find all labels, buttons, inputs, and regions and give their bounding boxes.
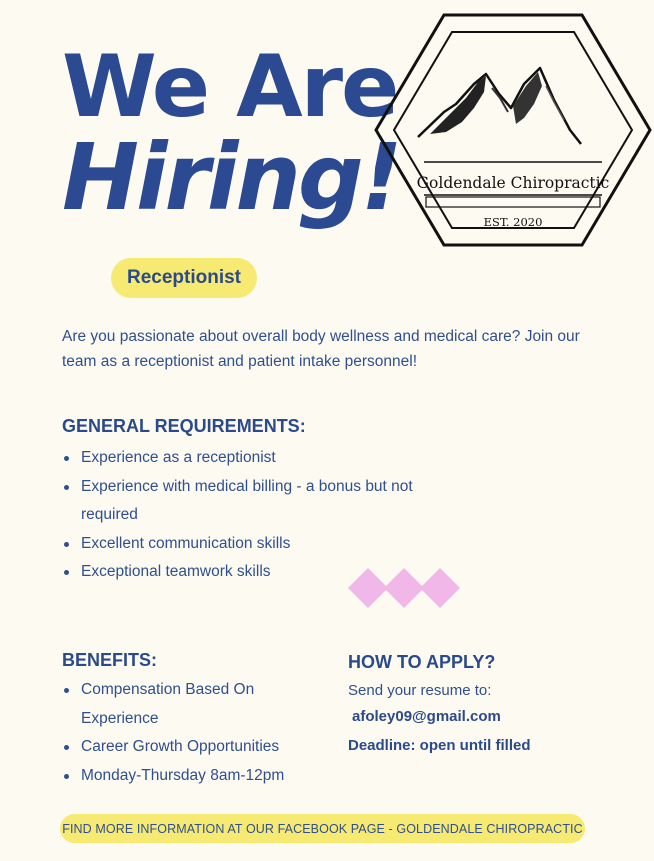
company-logo — [374, 12, 652, 248]
list-item: Career Growth Opportunities — [62, 733, 317, 762]
role-badge: Receptionist — [111, 258, 257, 298]
apply-title: HOW TO APPLY? — [348, 652, 496, 672]
headline — [62, 37, 400, 231]
apply-deadline: Deadline: open until filled — [348, 737, 531, 754]
apply-email-link[interactable]: afoley09@gmail.com — [352, 708, 501, 725]
logo-company-name: Goldendale Chiropractic — [416, 174, 610, 192]
benefits-title: BENEFITS: — [62, 650, 158, 670]
benefits-list — [62, 676, 317, 790]
headline-line-1: We Are — [62, 37, 398, 137]
list-item: Compensation Based On Experience — [62, 676, 317, 733]
list-item: Exceptional teamwork skills — [62, 558, 434, 587]
logo-est: EST. 2020 — [483, 215, 543, 229]
list-item: Experience as a receptionist — [62, 444, 434, 473]
footer-banner: FIND MORE INFORMATION AT OUR FACEBOOK PAGE - GOLDENDALE CHIROPRACTIC — [60, 814, 585, 843]
requirements-title: GENERAL REQUIREMENTS: — [62, 416, 306, 436]
decorative-diamonds — [346, 566, 464, 610]
list-item: Excellent communication skills — [62, 530, 434, 559]
list-item: Experience with medical billing - a bonus but not required — [62, 473, 434, 530]
intro-text: Are you passionate about overall body wellness and medical care? Join our team as a receptionist and patient intake personnel! — [62, 328, 580, 370]
apply-instruction: Send your resume to: — [348, 682, 492, 699]
mountain-icon — [418, 68, 581, 144]
headline-line-2: Hiring! — [62, 124, 400, 231]
list-item: Monday-Thursday 8am-12pm — [62, 762, 317, 791]
